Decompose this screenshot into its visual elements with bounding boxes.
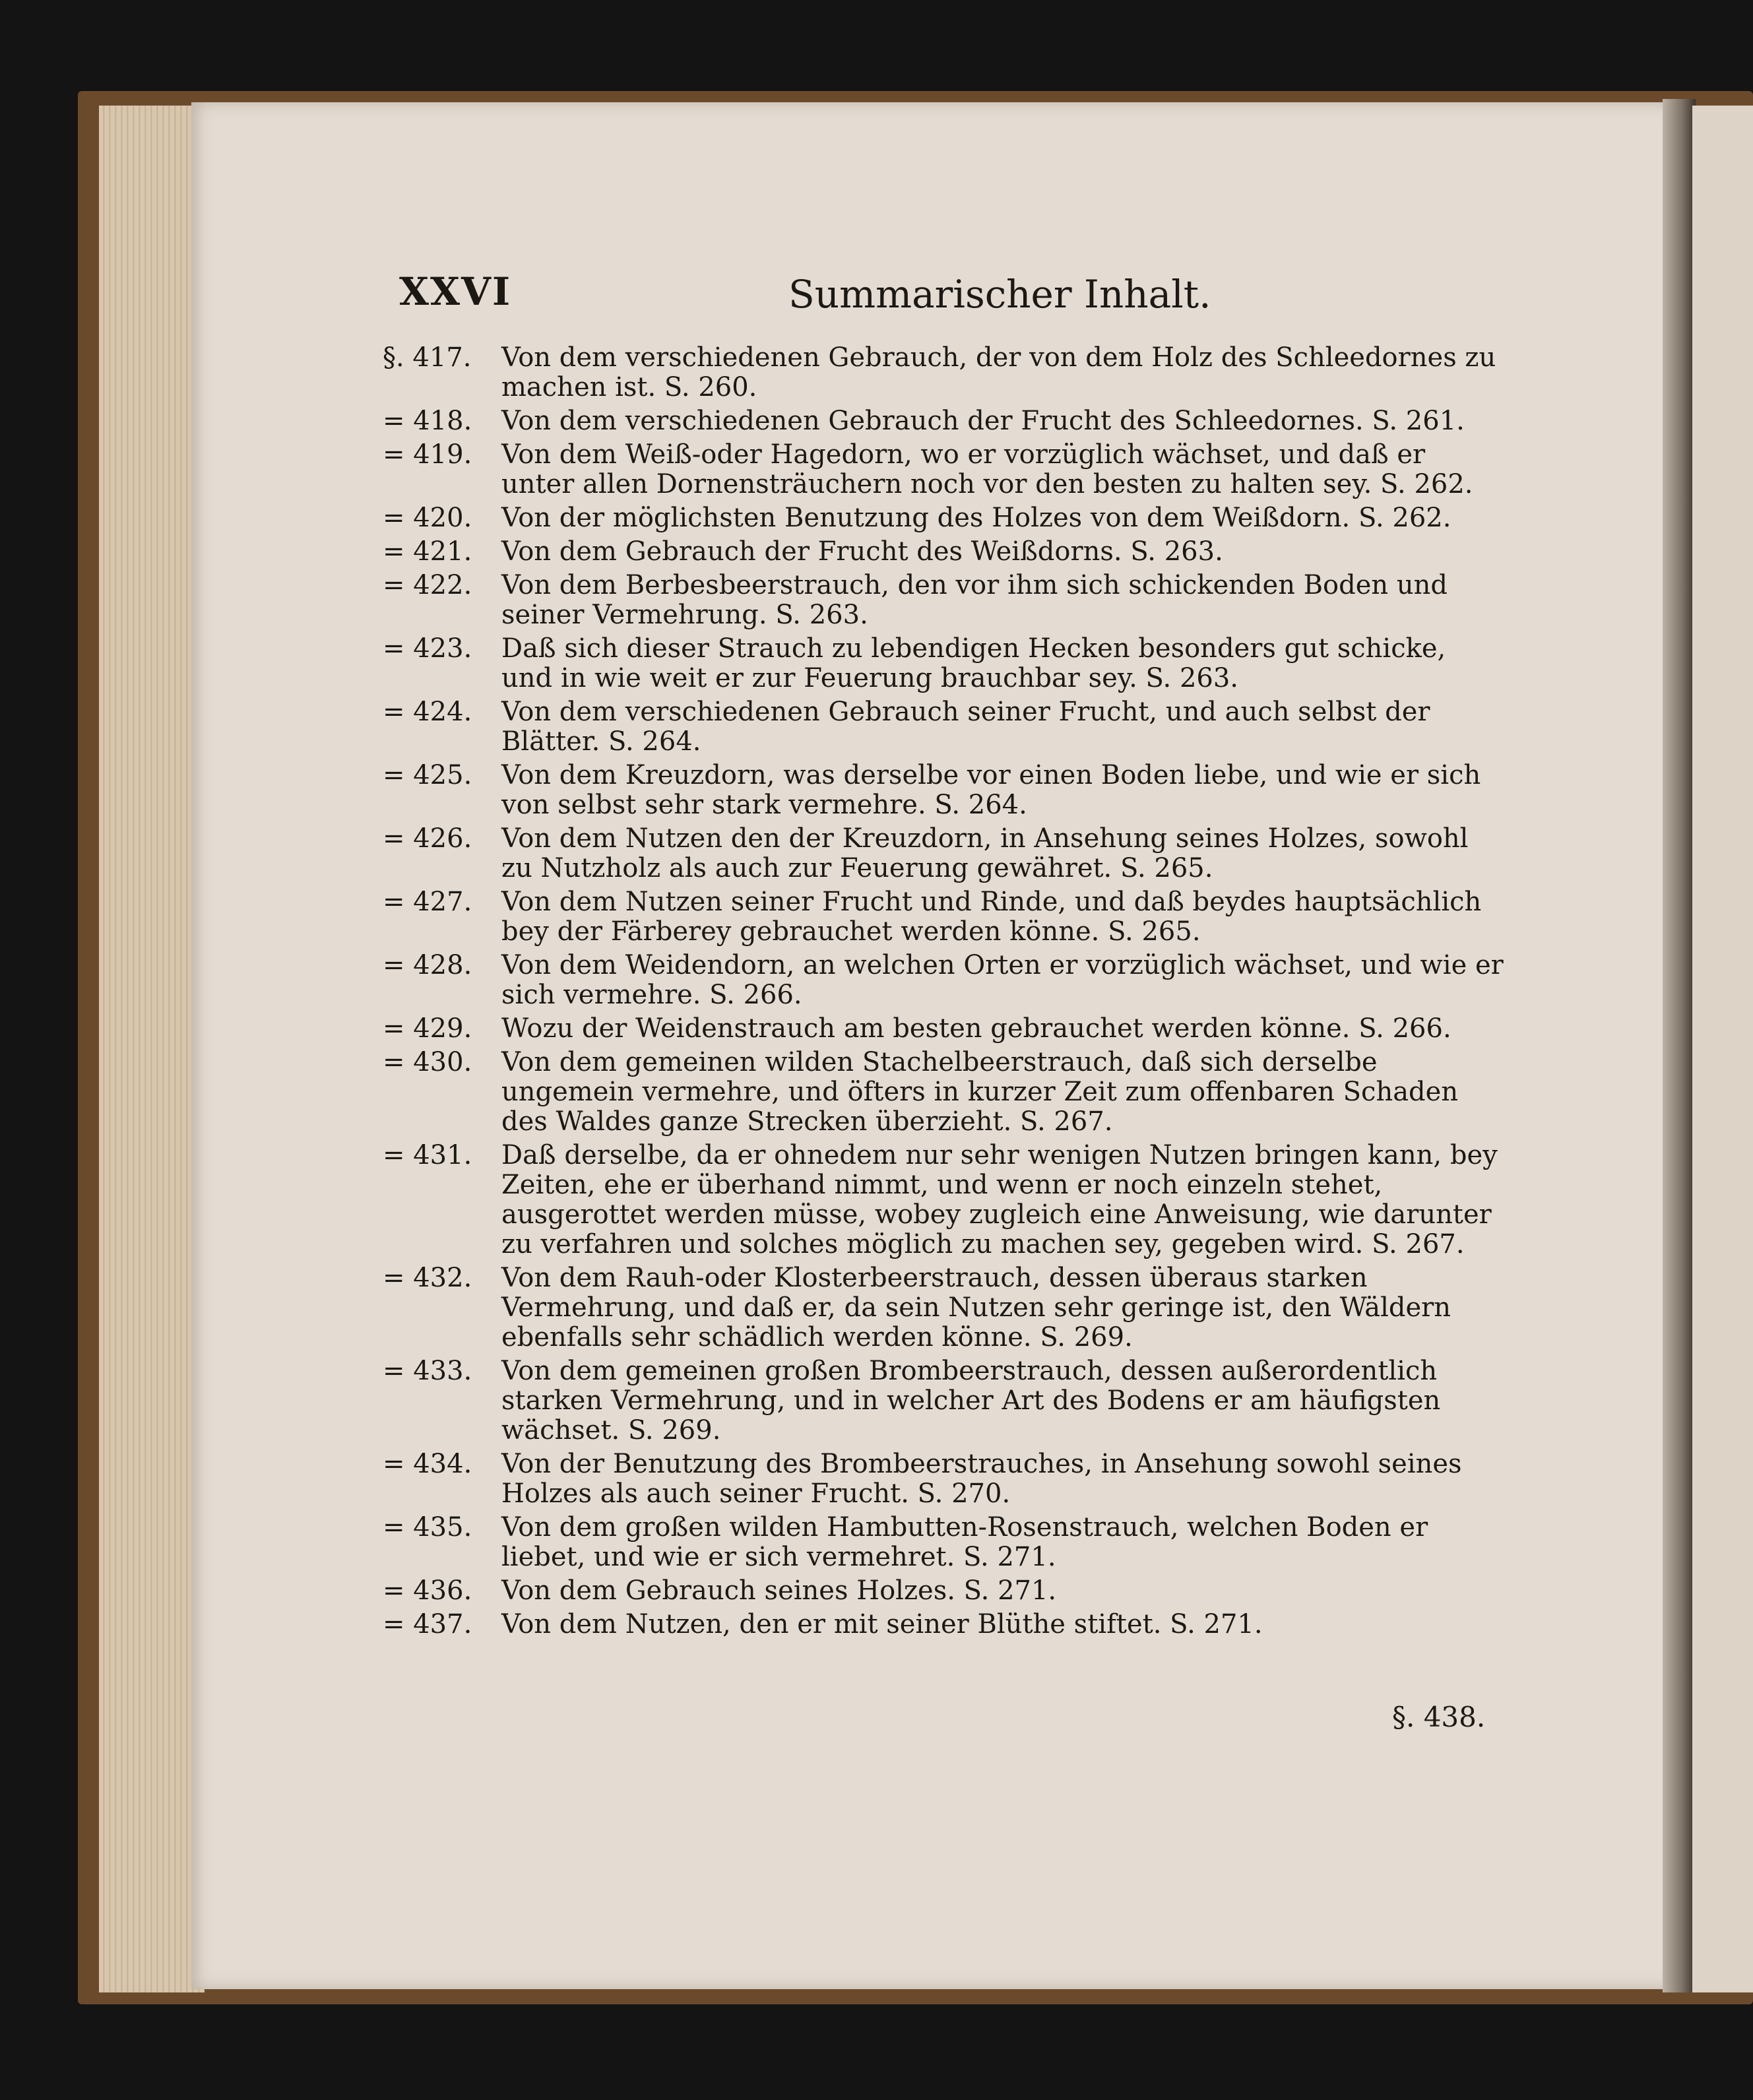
entry-text: Von der möglichsten Benutzung des Holzes von dem Weißdorn. S. 262.	[501, 503, 1451, 533]
section-number: = 418.	[383, 406, 472, 436]
section-number: = 430.	[383, 1047, 472, 1077]
contents-list	[383, 343, 1504, 1643]
entry-text: Von dem Nutzen, den er mit seiner Blüthe stiftet. S. 271.	[501, 1609, 1263, 1639]
section-number: = 425.	[383, 760, 472, 790]
contents-entry	[383, 1263, 1504, 1352]
contents-entry	[383, 440, 1504, 499]
entry-text: Von dem Weiß-oder Hagedorn, wo er vorzüglich wächset, und daß er unter allen Dornensträuchern noch vor den besten zu halten sey. S. 262.	[501, 439, 1473, 499]
entry-text: Von dem Rauh-oder Klosterbeerstrauch, dessen überaus starken Vermehrung, und daß er, da sein Nutzen sehr geringe ist, den Wäldern ebenfalls sehr schädlich werden könne. S. 269.	[501, 1263, 1451, 1352]
contents-entry	[383, 951, 1504, 1010]
entry-text: Von dem Weidendorn, an welchen Orten er vorzüglich wächset, und wie er sich vermehre. S. 266.	[501, 950, 1504, 1010]
section-number: = 436.	[383, 1575, 472, 1606]
section-number: = 420.	[383, 503, 472, 533]
contents-entry	[383, 503, 1504, 533]
entry-text: Von dem verschiedenen Gebrauch seiner Frucht, und auch selbst der Blätter. S. 264.	[501, 697, 1430, 757]
entry-text: Von dem großen wilden Hambutten-Rosenstrauch, welchen Boden er liebet, und wie er sich vermehret. S. 271.	[501, 1512, 1428, 1572]
entry-text: Daß sich dieser Strauch zu lebendigen Hecken besonders gut schicke, und in wie weit er zur Feuerung brauchbar sey. S. 263.	[501, 633, 1446, 693]
contents-entry	[383, 1449, 1504, 1509]
contents-entry	[383, 406, 1504, 436]
contents-entry	[383, 537, 1504, 567]
page-header	[399, 264, 1211, 323]
contents-entry	[383, 343, 1504, 402]
contents-entry	[383, 1576, 1504, 1606]
section-number: = 421.	[383, 536, 472, 567]
contents-entry	[383, 1014, 1504, 1044]
entry-text: Von dem Kreuzdorn, was derselbe vor einen Boden liebe, und wie er sich von selbst sehr stark vermehre. S. 264.	[501, 760, 1481, 820]
contents-entry	[383, 1048, 1504, 1137]
section-number: §. 417.	[383, 342, 472, 373]
entry-text: Von dem verschiedenen Gebrauch der Frucht des Schleedornes. S. 261.	[501, 406, 1465, 436]
section-number: = 422.	[383, 570, 472, 600]
contents-entry	[383, 887, 1504, 947]
section-number: = 428.	[383, 950, 472, 980]
entry-text: Von dem Nutzen seiner Frucht und Rinde, und daß beydes hauptsächlich bey der Färberey gebrauchet werden könne. S. 265.	[501, 887, 1482, 947]
entry-text: Daß derselbe, da er ohnedem nur sehr wenigen Nutzen bringen kann, bey Zeiten, ehe er überhand nimmt, und wenn er noch einzeln stehet, ausgerottet werden müsse, wobey zugleich eine Anweisung, wie darunter zu verfahren und solches möglich zu machen sey, gegeben wird. S. 267.	[501, 1140, 1498, 1259]
section-number: = 423.	[383, 633, 472, 664]
entry-text: Von dem gemeinen großen Brombeerstrauch, dessen außerordentlich starken Vermehrung, und in welcher Art des Bodens er am häufigsten wächset. S. 269.	[501, 1356, 1441, 1446]
contents-entry	[383, 761, 1504, 820]
section-number: = 435.	[383, 1512, 472, 1543]
section-number: = 437.	[383, 1609, 472, 1639]
contents-entry	[383, 824, 1504, 883]
section-number: = 419.	[383, 439, 472, 470]
section-number: = 434.	[383, 1449, 472, 1479]
catchword: §. 438.	[1392, 1701, 1486, 1733]
entry-text: Von dem Gebrauch seines Holzes. S. 271.	[501, 1575, 1057, 1606]
contents-entry	[383, 1356, 1504, 1446]
contents-entry	[383, 1513, 1504, 1572]
entry-text: Von dem Nutzen den der Kreuzdorn, in Ansehung seines Holzes, sowohl zu Nutzholz als auch zur Feuerung gewähret. S. 265.	[501, 823, 1469, 883]
section-number: = 431.	[383, 1140, 472, 1170]
entry-text: Von dem Berbesbeerstrauch, den vor ihm sich schickenden Boden und seiner Vermehrung. S. 263.	[501, 570, 1448, 630]
contents-entry	[383, 697, 1504, 757]
contents-entry	[383, 1141, 1504, 1259]
running-title: Summarischer Inhalt.	[788, 272, 1211, 317]
contents-entry	[383, 1610, 1504, 1639]
entry-text: Von dem gemeinen wilden Stachelbeerstrauch, daß sich derselbe ungemein vermehre, und öfters in kurzer Zeit zum offenbaren Schaden des Waldes ganze Strecken überzieht. S. 267.	[501, 1047, 1459, 1137]
section-number: = 424.	[383, 697, 472, 727]
entry-text: Von dem verschiedenen Gebrauch, der von dem Holz des Schleedornes zu machen ist. S. 260.	[501, 342, 1496, 402]
contents-entry	[383, 634, 1504, 693]
book-gutter	[1663, 99, 1696, 1992]
page-edges	[99, 106, 205, 1992]
facing-page-edge	[1692, 106, 1753, 1992]
page-number: XXVI	[399, 269, 512, 314]
section-number: = 433.	[383, 1356, 472, 1386]
section-number: = 432.	[383, 1263, 472, 1293]
section-number: = 427.	[383, 887, 472, 917]
contents-entry	[383, 571, 1504, 630]
entry-text: Von dem Gebrauch der Frucht des Weißdorns. S. 263.	[501, 536, 1223, 567]
entry-text: Von der Benutzung des Brombeerstrauches, in Ansehung sowohl seines Holzes als auch seiner Frucht. S. 270.	[501, 1449, 1462, 1509]
section-number: = 429.	[383, 1013, 472, 1044]
entry-text: Wozu der Weidenstrauch am besten gebrauchet werden könne. S. 266.	[501, 1013, 1451, 1044]
section-number: = 426.	[383, 823, 472, 854]
